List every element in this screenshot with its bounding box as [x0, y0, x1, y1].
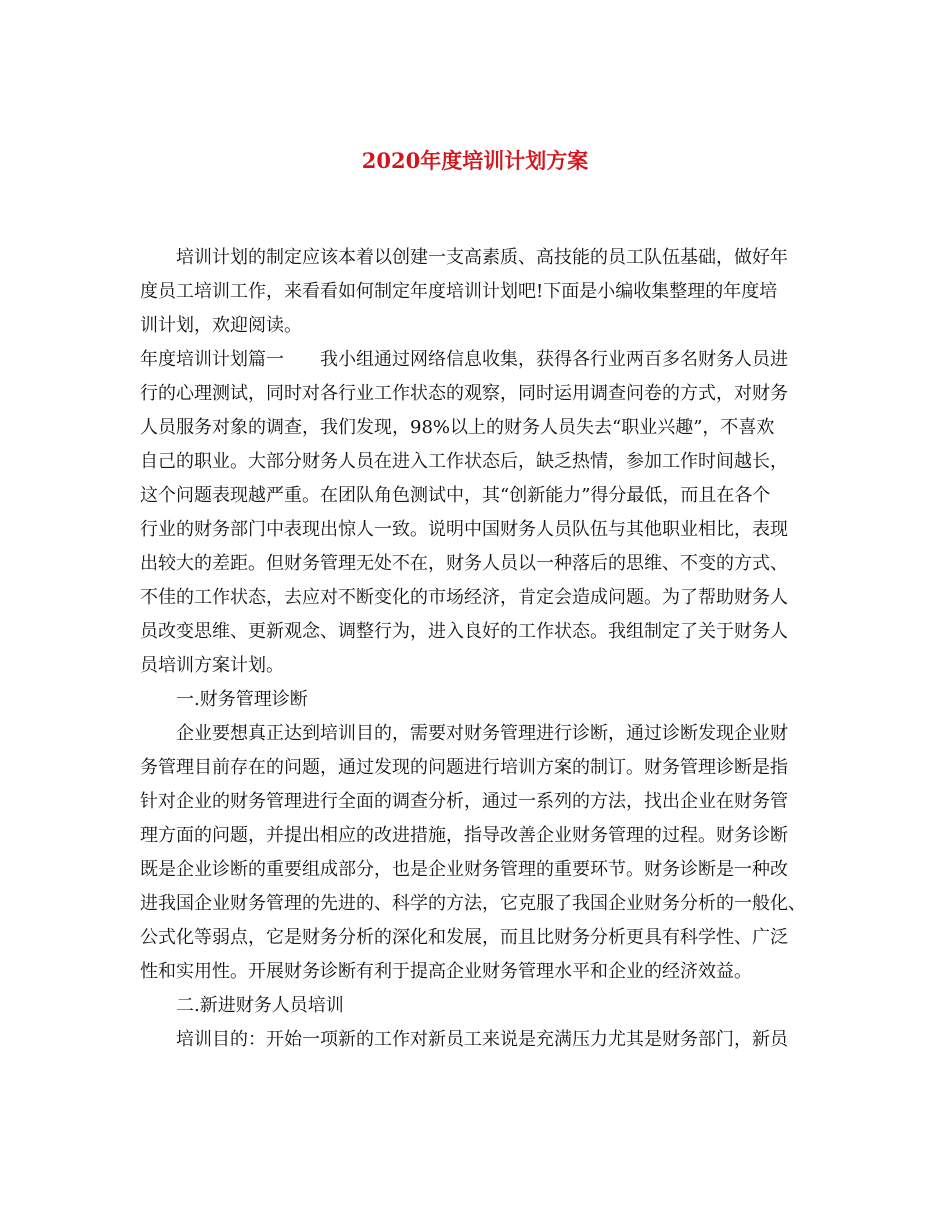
paragraph-line: 培训计划的制定应该本着以创建一支高素质、高技能的员工队伍基础，做好年	[176, 247, 788, 268]
paragraph-line: 年度培训计划篇一 我小组通过网络信息收集，获得各行业两百多名财务人员进	[140, 349, 788, 370]
paragraph-line: 自己的职业。大部分财务人员在进入工作状态后，缺乏热情，参加工作时间越长，	[140, 451, 788, 472]
document-title: 2020年度培训计划方案	[361, 148, 589, 173]
paragraph-line: 培训目的：开始一项新的工作对新员工来说是充满压力尤其是财务部门，新员	[176, 1029, 788, 1050]
paragraph-line: 针对企业的财务管理进行全面的调查分析，通过一系列的方法，找出企业在财务管	[140, 791, 788, 812]
paragraph-line: 务管理目前存在的问题，通过发现的问题进行培训方案的制订。财务管理诊断是指	[140, 757, 788, 778]
paragraph-line: 出较大的差距。但财务管理无处不在，财务人员以一种落后的思维、不变的方式、	[140, 553, 788, 574]
section-heading: 二.新进财务人员培训	[176, 995, 344, 1016]
paragraph-line: 理方面的问题，并提出相应的改进措施，指导改善企业财务管理的过程。财务诊断	[140, 825, 788, 846]
paragraph-line: 人员服务对象的调查，我们发现，98%以上的财务人员失去“职业兴趣”，不喜欢	[140, 417, 775, 438]
paragraph-line: 度员工培训工作，来看看如何制定年度培训计划吧!下面是小编收集整理的年度培	[140, 281, 778, 302]
paragraph-line: 训计划，欢迎阅读。	[140, 315, 302, 336]
paragraph-line: 不佳的工作状态，去应对不断变化的市场经济，肯定会造成问题。为了帮助财务人	[140, 587, 788, 608]
paragraph-line: 性和实用性。开展财务诊断有利于提高企业财务管理水平和企业的经济效益。	[140, 961, 752, 982]
paragraph-line: 公式化等弱点，它是财务分析的深化和发展，而且比财务分析更具有科学性、广泛	[140, 927, 788, 948]
paragraph-line: 行的心理测试，同时对各行业工作状态的观察，同时运用调查问卷的方式，对财务	[140, 383, 788, 404]
paragraph-line: 进我国企业财务管理的先进的、科学的方法，它克服了我国企业财务分析的一般化、	[140, 893, 806, 914]
paragraph-line: 既是企业诊断的重要组成部分，也是企业财务管理的重要环节。财务诊断是一种改	[140, 859, 788, 880]
paragraph-line: 行业的财务部门中表现出惊人一致。说明中国财务人员队伍与其他职业相比，表现	[140, 519, 788, 540]
paragraph-line: 员培训方案计划。	[140, 655, 284, 676]
paragraph-line: 员改变思维、更新观念、调整行为，进入良好的工作状态。我组制定了关于财务人	[140, 621, 788, 642]
paragraph-line: 企业要想真正达到培训目的，需要对财务管理进行诊断，通过诊断发现企业财	[176, 723, 788, 744]
paragraph-line: 这个问题表现越严重。在团队角色测试中，其“创新能力”得分最低，而且在各个	[140, 485, 771, 506]
section-heading: 一.财务管理诊断	[176, 689, 308, 710]
